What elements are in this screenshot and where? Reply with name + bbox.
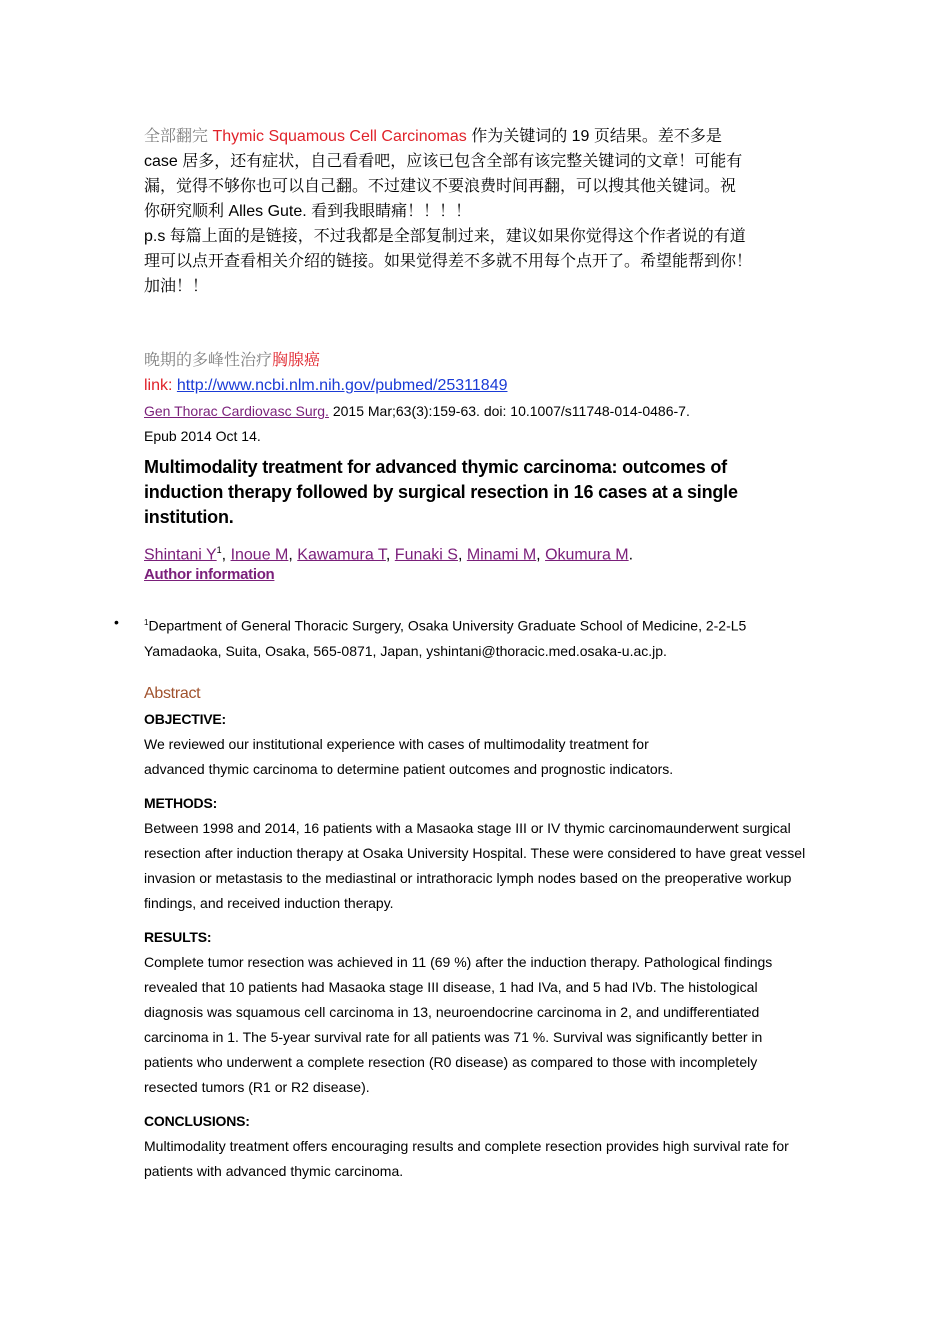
journal-link[interactable]: Gen Thorac Cardiovasc Surg. [144, 403, 329, 419]
author-link[interactable]: Kawamura T [297, 546, 386, 564]
author-link[interactable]: Okumura M [545, 546, 629, 564]
affiliation [144, 610, 809, 664]
citation-epub: Epub 2014 Oct 14. [144, 428, 261, 444]
section-title-highlight: 胸腺癌 [272, 352, 321, 369]
author-link[interactable]: Funaki S [394, 546, 458, 564]
link-label: link: [144, 377, 177, 394]
conclusions-heading: CONCLUSIONS: [144, 1113, 250, 1129]
intro-line-5: p.s 每篇上面的是链接，不过我都是全部复制过来，建议如果你觉得这个作者说的有道 [144, 228, 746, 245]
objective-line-2: advanced thymic carcinoma to determine patient outcomes and prognostic indicators. [144, 761, 674, 777]
article-title: Multimodality treatment for advanced thymic carcinoma: outcomes of induction therapy followed by surgical resection in 16 cases at a single institution. [144, 457, 738, 527]
intro-line-7: 加油！！ [144, 278, 209, 295]
affiliation-text: Department of General Thoracic Surgery, Osaka University Graduate School of Medicine, 2-2-L5 Yamadaoka, Suita, Osaka, 565-0871, Japan, yshintani@thoracic.med.osaka-u.ac.jp. [144, 617, 747, 659]
results-heading: RESULTS: [144, 929, 212, 945]
author-separator: , [536, 546, 546, 564]
section-title-text: 晚期的多峰性治疗 [144, 352, 273, 369]
author-separator: , [457, 546, 467, 564]
author-information-link[interactable]: Author information [144, 566, 275, 583]
author-separator: , [385, 546, 395, 564]
author-link[interactable]: Minami M [466, 546, 537, 564]
author-link[interactable]: Shintani Y [144, 546, 217, 564]
author-end: . [628, 546, 634, 564]
abstract-heading: Abstract [144, 685, 201, 702]
methods-text: Between 1998 and 2014, 16 patients with a Masaoka stage III or IV thymic carcinomaunderwent surgical resection after induction therapy at Osaka University Hospital. These were considered to have great vessel invasion or metastasis to the mediastinal or intrathoracic lymph nodes based on the preoperative workup findings, and received induction therapy. [144, 820, 806, 911]
intro-line-6: 理可以点开查看相关介绍的链接。如果觉得差不多就不用每个点开了。希望能帮到你！ [144, 253, 753, 270]
citation-details: 2015 Mar;63(3):159-63. doi: 10.1007/s11748-014-0486-7. [328, 403, 690, 419]
intro-line-3: 漏，觉得不够你也可以自己翻。不过建议不要浪费时间再翻，可以搜其他关键词。祝 [144, 178, 737, 195]
intro-note [144, 124, 809, 299]
author-separator: , [288, 546, 298, 564]
author-information [144, 563, 274, 587]
results-text: Complete tumor resection was achieved in 11 (69 %) after the induction therapy. Pathological findings revealed that 10 patients had Masaoka stage III disease, 1 had IVa, and 5 had IVb. The histological diagnosis was squamous cell carcinoma in 13, neuroendocrine carcinoma in 2, and undifferentiated carcinoma in 1. The 5-year survival rate for all patients was 71 %. Survival was significantly better in patients who underwent a complete resection (R0 disease) as compared to those with incompletely resected tumors (R1 or R2 disease). [144, 954, 773, 1095]
author-separator: , [221, 546, 231, 564]
conclusions-text: Multimodality treatment offers encouraging results and complete resection provides high survival rate for patients with advanced thymic carcinoma. [144, 1138, 789, 1179]
intro-line-4: 你研究顺利 Alles Gute. 看到我眼睛痛！！！！ [144, 203, 472, 220]
citation [144, 399, 804, 449]
author-superscript: 1 [216, 545, 222, 555]
section-title [144, 349, 320, 373]
author-link[interactable]: Inoue M [230, 546, 289, 564]
intro-prefix: 全部翻完 [144, 128, 213, 145]
intro-keyword: Thymic Squamous Cell Carcinomas [212, 128, 467, 145]
intro-line-2: case 居多，还有症状，自己看看吧，应该已包含全部有该完整关键词的文章！可能有 [144, 153, 743, 170]
intro-suffix: 作为关键词的 19 页结果。差不多是 [466, 128, 722, 145]
affiliation-superscript: 1 [144, 618, 149, 627]
methods-heading: METHODS: [144, 795, 218, 811]
objective-line-1: We reviewed our institutional experience with cases of multimodality treatment for [144, 736, 649, 752]
intro-line-1 [144, 124, 809, 149]
pubmed-link[interactable]: http://www.ncbi.nlm.nih.gov/pubmed/25311849 [176, 377, 508, 394]
link-line [144, 374, 507, 398]
bullet-icon: • [114, 614, 119, 630]
objective-heading: OBJECTIVE: [144, 711, 227, 727]
objective-text [144, 732, 809, 782]
